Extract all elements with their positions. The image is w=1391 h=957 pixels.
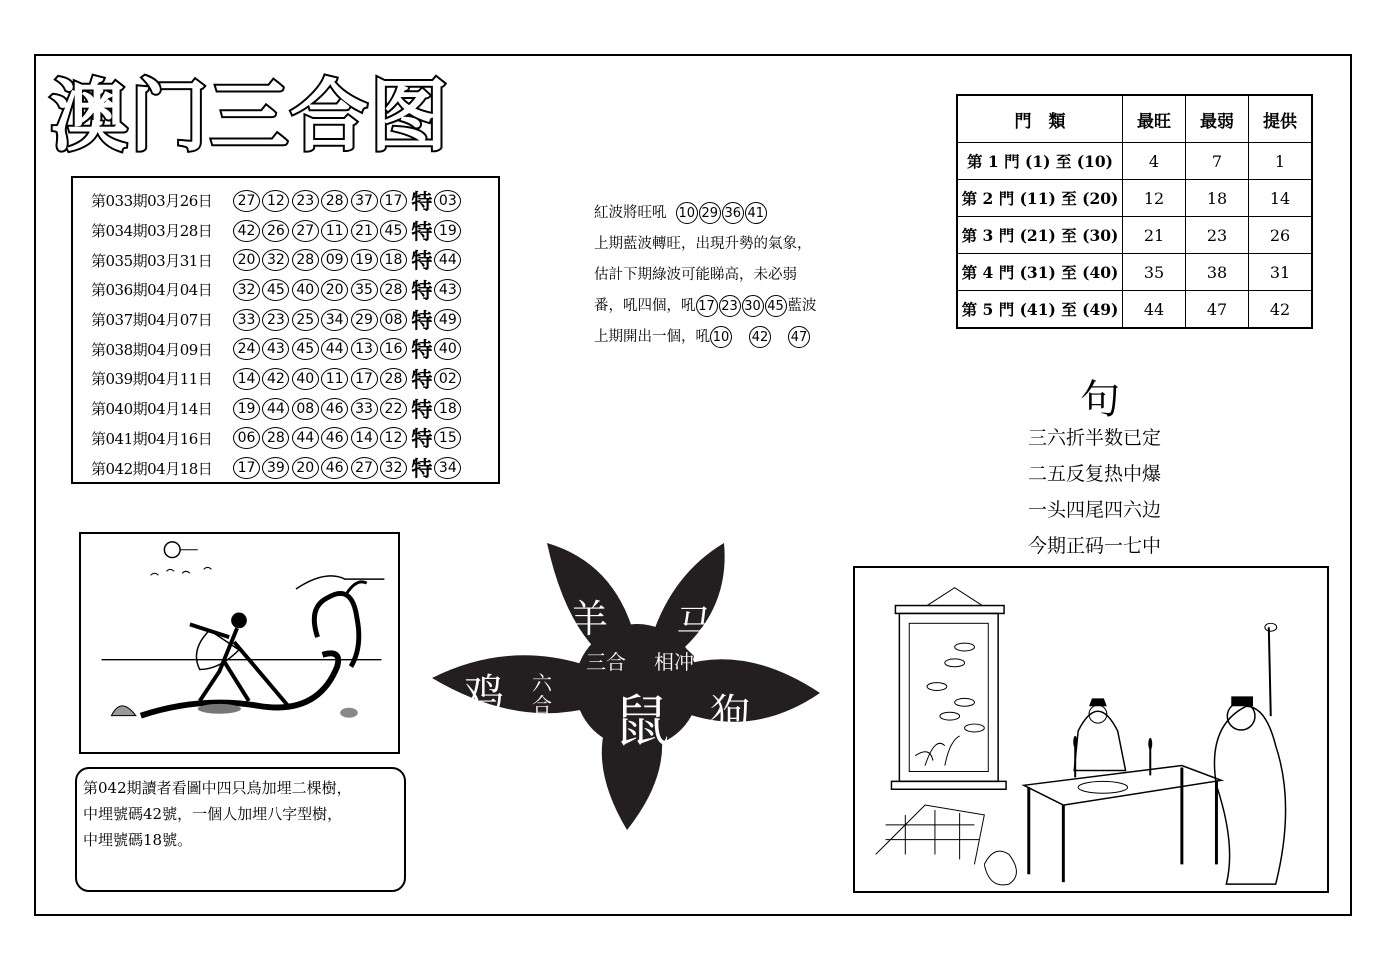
note-line: 中埋號碼18號。	[83, 831, 193, 849]
number-ball: 45	[292, 338, 319, 360]
col-header-max: 最旺	[1123, 95, 1186, 143]
number-ball: 18	[380, 249, 407, 271]
number-ball: 20	[321, 279, 348, 301]
special-number-ball: 49	[434, 309, 461, 331]
verse-lines	[1028, 420, 1161, 564]
number-ball: 26	[262, 220, 289, 242]
min-cell: 38	[1186, 254, 1249, 291]
number-ball: 40	[292, 368, 319, 390]
number-ball: 28	[262, 427, 289, 449]
number-ball: 46	[321, 398, 348, 420]
hint-text: 紅波將旺吼	[594, 205, 667, 221]
number-ball: 08	[380, 309, 407, 331]
zodiac-flower	[432, 538, 820, 830]
circled-number: 41	[745, 202, 767, 224]
hint-line-2: 上期藍波轉旺，出現升勢的氣象，	[594, 236, 812, 252]
circled-number: 29	[699, 202, 721, 224]
draw-period-label: 第041期04月16日	[91, 429, 213, 448]
door-range-cell: 第 2 門 (11) 至 (20)	[957, 180, 1123, 217]
number-ball: 28	[321, 190, 348, 212]
give-cell: 42	[1249, 291, 1313, 329]
number-ball: 12	[380, 427, 407, 449]
draw-period-label: 第037期04月07日	[91, 311, 213, 330]
give-cell: 31	[1249, 254, 1313, 291]
number-ball: 09	[321, 249, 348, 271]
circled-number: 47	[788, 326, 810, 348]
special-marker: 特	[411, 278, 433, 303]
special-marker: 特	[411, 249, 433, 274]
max-cell: 44	[1123, 291, 1186, 329]
circled-number: 42	[749, 326, 771, 348]
special-number-ball: 44	[434, 249, 461, 271]
note-line: 第042期讀者看圖中四只鳥加埋二棵樹，	[83, 779, 352, 797]
table-row	[957, 143, 1312, 180]
verse-line: 一头四尾四六边	[1028, 499, 1162, 521]
min-cell: 7	[1186, 143, 1249, 180]
number-ball: 42	[262, 368, 289, 390]
number-ball: 27	[351, 457, 378, 479]
zodiac-rat: 鼠	[614, 690, 670, 755]
special-number-ball: 40	[434, 338, 461, 360]
table-header-row	[957, 95, 1312, 143]
number-ball: 28	[380, 368, 407, 390]
special-marker: 特	[411, 397, 433, 422]
give-cell: 14	[1249, 180, 1313, 217]
altar-scene-illustration	[853, 566, 1329, 893]
draw-row	[91, 275, 498, 305]
number-ball: 17	[351, 368, 378, 390]
max-cell: 35	[1123, 254, 1186, 291]
hint-line-3: 估計下期綠波可能睇高，未必弱	[594, 267, 797, 283]
number-ball: 32	[262, 249, 289, 271]
col-header-give: 提供	[1249, 95, 1313, 143]
number-ball: 37	[351, 190, 378, 212]
number-ball: 43	[262, 338, 289, 360]
verse-line: 二五反复热中爆	[1028, 463, 1162, 485]
number-ball: 28	[380, 279, 407, 301]
page-title: 澳门三合图	[50, 72, 451, 162]
hint-text: 上期開出一個，吼	[594, 329, 710, 345]
special-marker: 特	[411, 427, 433, 452]
special-marker: 特	[411, 367, 433, 392]
label-sanhe: 三合	[586, 650, 626, 674]
label-xiangchong: 相冲	[654, 650, 694, 674]
hint-line-5	[594, 322, 844, 353]
number-ball: 45	[262, 279, 289, 301]
warrior-snake-illustration	[79, 532, 400, 754]
draw-period-label: 第040期04月14日	[91, 400, 213, 419]
number-ball: 23	[292, 190, 319, 212]
special-number-ball: 43	[434, 279, 461, 301]
number-ball: 46	[321, 457, 348, 479]
min-cell: 18	[1186, 180, 1249, 217]
label-liuhe: 六合	[532, 671, 552, 717]
special-number-ball: 02	[434, 368, 461, 390]
table-row	[957, 180, 1312, 217]
draw-period-label: 第035期03月31日	[91, 251, 213, 270]
verse-line: 今期正码一七中	[1028, 535, 1162, 557]
circled-number: 10	[710, 326, 732, 348]
number-ball: 17	[233, 457, 260, 479]
col-header-min: 最弱	[1186, 95, 1249, 143]
number-ball: 22	[380, 398, 407, 420]
number-ball: 20	[292, 457, 319, 479]
number-ball: 08	[292, 398, 319, 420]
max-cell: 12	[1123, 180, 1186, 217]
altar-scene-drawing	[855, 568, 1327, 891]
note-line: 中埋號碼42號，一個人加埋八字型樹，	[83, 805, 343, 823]
special-marker: 特	[411, 457, 433, 482]
number-ball: 27	[233, 190, 260, 212]
give-cell: 1	[1249, 143, 1313, 180]
number-ball: 39	[262, 457, 289, 479]
number-ball: 14	[233, 368, 260, 390]
number-ball: 44	[292, 427, 319, 449]
draw-row	[91, 394, 498, 424]
number-ball: 40	[292, 279, 319, 301]
draw-row	[91, 453, 498, 483]
number-ball: 44	[321, 338, 348, 360]
circled-number: 36	[722, 202, 744, 224]
draw-period-label: 第038期04月09日	[91, 340, 213, 359]
number-ball: 12	[262, 190, 289, 212]
door-range-cell: 第 4 門 (31) 至 (40)	[957, 254, 1123, 291]
number-ball: 14	[351, 427, 378, 449]
draw-row	[91, 186, 498, 216]
special-number-ball: 03	[434, 190, 461, 212]
reader-note	[75, 767, 406, 892]
number-ball: 25	[292, 309, 319, 331]
hint-text: 藍波	[787, 298, 817, 314]
hint-line-4	[594, 291, 844, 322]
warrior-snake-drawing	[81, 534, 398, 752]
col-header-door: 門 類	[957, 95, 1123, 143]
max-cell: 21	[1123, 217, 1186, 254]
circled-number: 17	[696, 295, 718, 317]
number-ball: 11	[321, 368, 348, 390]
number-ball: 21	[351, 220, 378, 242]
special-number-ball: 15	[434, 427, 461, 449]
give-cell: 26	[1249, 217, 1313, 254]
door-range-cell: 第 1 門 (1) 至 (10)	[957, 143, 1123, 180]
number-ball: 19	[351, 249, 378, 271]
table-row	[957, 291, 1312, 329]
draw-row	[91, 245, 498, 275]
table-row	[957, 217, 1312, 254]
number-ball: 11	[321, 220, 348, 242]
number-ball: 20	[233, 249, 260, 271]
draw-period-label: 第036期04月04日	[91, 281, 213, 300]
number-ball: 33	[233, 309, 260, 331]
special-number-ball: 18	[434, 398, 461, 420]
number-ball: 46	[321, 427, 348, 449]
number-ball: 32	[380, 457, 407, 479]
draw-row	[91, 424, 498, 454]
number-ball: 13	[351, 338, 378, 360]
circled-number: 45	[765, 295, 787, 317]
circled-number: 30	[742, 295, 764, 317]
draw-period-label: 第039期04月11日	[91, 370, 213, 389]
special-marker: 特	[411, 189, 433, 214]
number-ball: 33	[351, 398, 378, 420]
number-ball: 32	[233, 279, 260, 301]
special-marker: 特	[411, 338, 433, 363]
zodiac-goat: 羊	[570, 597, 609, 641]
number-ball: 23	[262, 309, 289, 331]
number-ball: 34	[321, 309, 348, 331]
circled-number: 23	[719, 295, 741, 317]
number-ball: 44	[262, 398, 289, 420]
draw-period-label: 第033期03月26日	[91, 192, 213, 211]
door-category-table	[956, 94, 1313, 329]
hint-paragraph	[594, 198, 844, 353]
draw-row	[91, 364, 498, 394]
verse-line: 三六折半数已定	[1028, 427, 1162, 449]
number-ball: 29	[351, 309, 378, 331]
number-ball: 28	[292, 249, 319, 271]
min-cell: 47	[1186, 291, 1249, 329]
zodiac-horse: 马	[676, 603, 715, 647]
number-ball: 24	[233, 338, 260, 360]
table-row	[957, 254, 1312, 291]
draw-row	[91, 305, 498, 335]
draw-period-label: 第034期03月28日	[91, 222, 213, 241]
door-range-cell: 第 5 門 (41) 至 (49)	[957, 291, 1123, 329]
special-number-ball: 19	[434, 220, 461, 242]
min-cell: 23	[1186, 217, 1249, 254]
number-ball: 42	[233, 220, 260, 242]
hint-text: 番，吼四個，吼	[594, 298, 696, 314]
draw-history-table	[71, 176, 500, 484]
number-ball: 27	[292, 220, 319, 242]
draw-row	[91, 216, 498, 246]
number-ball: 17	[380, 190, 407, 212]
number-ball: 35	[351, 279, 378, 301]
number-ball: 19	[233, 398, 260, 420]
number-ball: 16	[380, 338, 407, 360]
zodiac-dog: 狗	[710, 691, 750, 737]
draw-row	[91, 334, 498, 364]
draw-period-label: 第042期04月18日	[91, 459, 213, 478]
number-ball: 45	[380, 220, 407, 242]
hint-line-1	[594, 198, 844, 229]
circled-number: 10	[676, 202, 698, 224]
door-range-cell: 第 3 門 (21) 至 (30)	[957, 217, 1123, 254]
special-marker: 特	[411, 308, 433, 333]
max-cell: 4	[1123, 143, 1186, 180]
verse-heading: 句	[1080, 377, 1120, 423]
number-ball: 06	[233, 427, 260, 449]
zodiac-rooster: 鸡	[464, 671, 504, 717]
special-marker: 特	[411, 219, 433, 244]
special-number-ball: 34	[434, 457, 461, 479]
